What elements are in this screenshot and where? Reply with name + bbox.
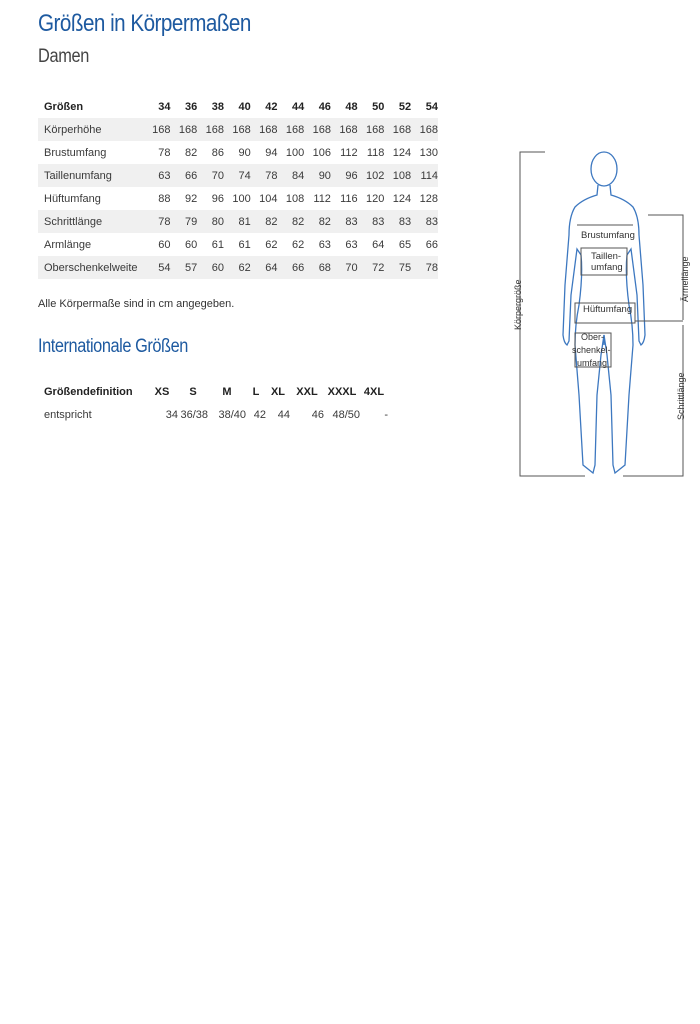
international-size-value: 44 bbox=[277, 408, 290, 421]
measurement-label: Taillenumfang bbox=[38, 164, 144, 187]
measurement-value: 120 bbox=[366, 192, 385, 205]
measurement-value: 65 bbox=[398, 238, 412, 251]
measurement-value: 61 bbox=[238, 238, 251, 251]
measurement-value: 112 bbox=[313, 192, 331, 205]
international-size-header: L bbox=[252, 385, 260, 398]
measurement-value: 63 bbox=[345, 238, 358, 251]
measurement-value: 78 bbox=[251, 164, 278, 187]
measurement-label: Schrittlänge bbox=[38, 210, 144, 233]
measurement-value: 128 bbox=[419, 192, 438, 205]
measurement-value: 62 bbox=[291, 238, 305, 251]
international-size-header: XL bbox=[270, 385, 286, 398]
international-size-value: 38/40 bbox=[218, 408, 246, 421]
body-measurement-figure bbox=[505, 145, 695, 485]
international-size-value: 48/50 bbox=[332, 408, 360, 421]
table-row bbox=[38, 164, 438, 187]
measurement-value: 78 bbox=[411, 256, 438, 279]
measurement-value: 118 bbox=[366, 146, 385, 159]
size-header: 50 bbox=[372, 100, 385, 113]
measurement-value: 83 bbox=[411, 210, 438, 233]
measurement-value: 70 bbox=[197, 164, 224, 187]
table-row bbox=[38, 256, 438, 279]
international-size-header: XXXL bbox=[327, 385, 357, 398]
measurement-value: 92 bbox=[185, 192, 198, 205]
size-header: 52 bbox=[398, 100, 412, 113]
size-table-header-row bbox=[38, 95, 438, 118]
measurement-value: 102 bbox=[358, 164, 385, 187]
measurement-value: 100 bbox=[285, 146, 305, 159]
measurement-value: 94 bbox=[265, 146, 278, 159]
measurement-value: 64 bbox=[372, 238, 385, 251]
size-header: 34 bbox=[158, 100, 171, 113]
measurement-label: Hüftumfang bbox=[44, 192, 101, 205]
international-header-row bbox=[38, 380, 388, 403]
measurement-value: 90 bbox=[238, 146, 251, 159]
size-table-header-label: Größen bbox=[44, 100, 84, 113]
label-taillenumfang-2: umfang bbox=[591, 262, 623, 273]
international-row-label: entspricht bbox=[44, 408, 92, 421]
measurement-value: 70 bbox=[331, 256, 358, 279]
measurement-value: 57 bbox=[171, 256, 198, 279]
measurement-label: Oberschenkelweite bbox=[38, 256, 144, 279]
measurement-value: 60 bbox=[158, 238, 171, 251]
measurement-value: 82 bbox=[251, 210, 278, 233]
measurement-value: 88 bbox=[158, 192, 171, 205]
measurement-value: 64 bbox=[251, 256, 278, 279]
label-aermellaenge: Ärmellänge bbox=[680, 256, 690, 302]
measurement-value: 168 bbox=[358, 118, 385, 141]
measurement-value: 63 bbox=[144, 164, 171, 187]
international-size-header: S bbox=[189, 385, 197, 398]
measurement-value: 168 bbox=[331, 118, 358, 141]
table-row bbox=[38, 141, 438, 164]
label-brustumfang: Brustumfang bbox=[581, 230, 635, 241]
size-header: 36 bbox=[185, 100, 198, 113]
page-subtitle: Damen bbox=[38, 46, 89, 67]
international-row bbox=[38, 403, 388, 426]
units-note: Alle Körpermaße sind in cm angegeben. bbox=[38, 298, 235, 310]
measurement-value: 78 bbox=[158, 146, 171, 159]
table-row bbox=[38, 233, 438, 256]
measurement-value: 82 bbox=[304, 210, 331, 233]
measurement-value: 86 bbox=[211, 146, 224, 159]
measurement-value: 83 bbox=[358, 210, 385, 233]
measurement-value: 168 bbox=[144, 118, 171, 141]
measurement-value: 96 bbox=[331, 164, 358, 187]
measurement-value: 62 bbox=[224, 256, 251, 279]
measurement-value: 168 bbox=[197, 118, 224, 141]
page-title: Größen in Körpermaßen bbox=[38, 10, 251, 37]
size-header: 44 bbox=[291, 100, 305, 113]
measurement-value: 72 bbox=[358, 256, 385, 279]
measurement-value: 80 bbox=[197, 210, 224, 233]
measurement-value: 130 bbox=[419, 146, 438, 159]
measurement-value: 81 bbox=[224, 210, 251, 233]
measurement-value: 83 bbox=[331, 210, 358, 233]
measurement-value: 168 bbox=[277, 118, 304, 141]
international-size-value: 34 bbox=[165, 408, 178, 421]
label-hueftumfang: Hüftumfang bbox=[583, 304, 633, 315]
size-header: 54 bbox=[425, 100, 438, 113]
measurement-label: Körperhöhe bbox=[38, 118, 144, 141]
measurement-value: 104 bbox=[259, 192, 278, 205]
label-taillenumfang-1: Taillen- bbox=[591, 251, 622, 262]
measurement-value: 78 bbox=[144, 210, 171, 233]
measurement-value: 62 bbox=[265, 238, 278, 251]
measurement-value: 60 bbox=[197, 256, 224, 279]
label-oberschenkelumfang-1: Ober- bbox=[581, 332, 605, 342]
measurement-value: 75 bbox=[384, 256, 411, 279]
table-row bbox=[38, 187, 438, 210]
label-oberschenkelumfang-3: umfang bbox=[577, 358, 608, 368]
international-size-value: 36/38 bbox=[180, 408, 208, 421]
measurement-value: 168 bbox=[224, 118, 251, 141]
measurement-value: 124 bbox=[392, 192, 412, 205]
international-size-value: 42 bbox=[253, 408, 266, 421]
measurement-value: 106 bbox=[312, 146, 331, 159]
measurement-value: 68 bbox=[304, 256, 331, 279]
measurement-value: 63 bbox=[318, 238, 331, 251]
label-koerpergroesse: Körpergröße bbox=[513, 279, 523, 330]
international-size-header: XXL bbox=[296, 385, 318, 398]
table-row bbox=[38, 118, 438, 141]
measurement-value: 79 bbox=[171, 210, 198, 233]
international-size-header: 4XL bbox=[363, 385, 385, 398]
measurement-value: 66 bbox=[425, 238, 438, 251]
size-table bbox=[38, 95, 438, 279]
measurement-value: 168 bbox=[171, 118, 198, 141]
measurement-label: Brustumfang bbox=[44, 146, 107, 159]
international-size-value: - bbox=[384, 408, 388, 421]
measurement-value: 83 bbox=[384, 210, 411, 233]
measurement-value: 168 bbox=[411, 118, 438, 141]
measurement-value: 61 bbox=[211, 238, 224, 251]
measurement-value: 66 bbox=[171, 164, 198, 187]
measurement-value: 74 bbox=[224, 164, 251, 187]
measurement-value: 116 bbox=[340, 192, 358, 205]
measurement-value: 168 bbox=[251, 118, 278, 141]
international-size-value: 46 bbox=[311, 408, 324, 421]
measurement-value: 124 bbox=[392, 146, 412, 159]
measurement-value: 60 bbox=[185, 238, 198, 251]
measurement-value: 112 bbox=[340, 146, 358, 159]
international-size-header: M bbox=[222, 385, 232, 398]
size-header: 38 bbox=[211, 100, 224, 113]
label-oberschenkelumfang-2: schenkel- bbox=[572, 345, 611, 355]
measurement-value: 84 bbox=[277, 164, 304, 187]
international-heading: Internationale Größen bbox=[38, 336, 188, 357]
measurement-value: 90 bbox=[304, 164, 331, 187]
size-header: 46 bbox=[318, 100, 331, 113]
table-row bbox=[38, 210, 438, 233]
measurement-value: 54 bbox=[144, 256, 171, 279]
measurement-value: 168 bbox=[384, 118, 411, 141]
measurement-value: 82 bbox=[277, 210, 304, 233]
size-header: 42 bbox=[265, 100, 278, 113]
size-header: 40 bbox=[238, 100, 251, 113]
measurement-value: 108 bbox=[384, 164, 411, 187]
measurement-value: 114 bbox=[411, 164, 438, 187]
international-size-header: XS bbox=[154, 385, 170, 398]
label-schrittlaenge: Schrittlänge bbox=[676, 372, 686, 420]
measurement-value: 66 bbox=[277, 256, 304, 279]
size-header: 48 bbox=[345, 100, 358, 113]
measurement-value: 108 bbox=[285, 192, 305, 205]
measurement-value: 82 bbox=[185, 146, 198, 159]
measurement-value: 100 bbox=[232, 192, 251, 205]
international-size-table bbox=[38, 380, 388, 426]
measurement-value: 168 bbox=[304, 118, 331, 141]
measurement-label: Armlänge bbox=[44, 238, 92, 251]
measurement-value: 96 bbox=[211, 192, 224, 205]
international-header-label: Größendefinition bbox=[44, 385, 133, 398]
